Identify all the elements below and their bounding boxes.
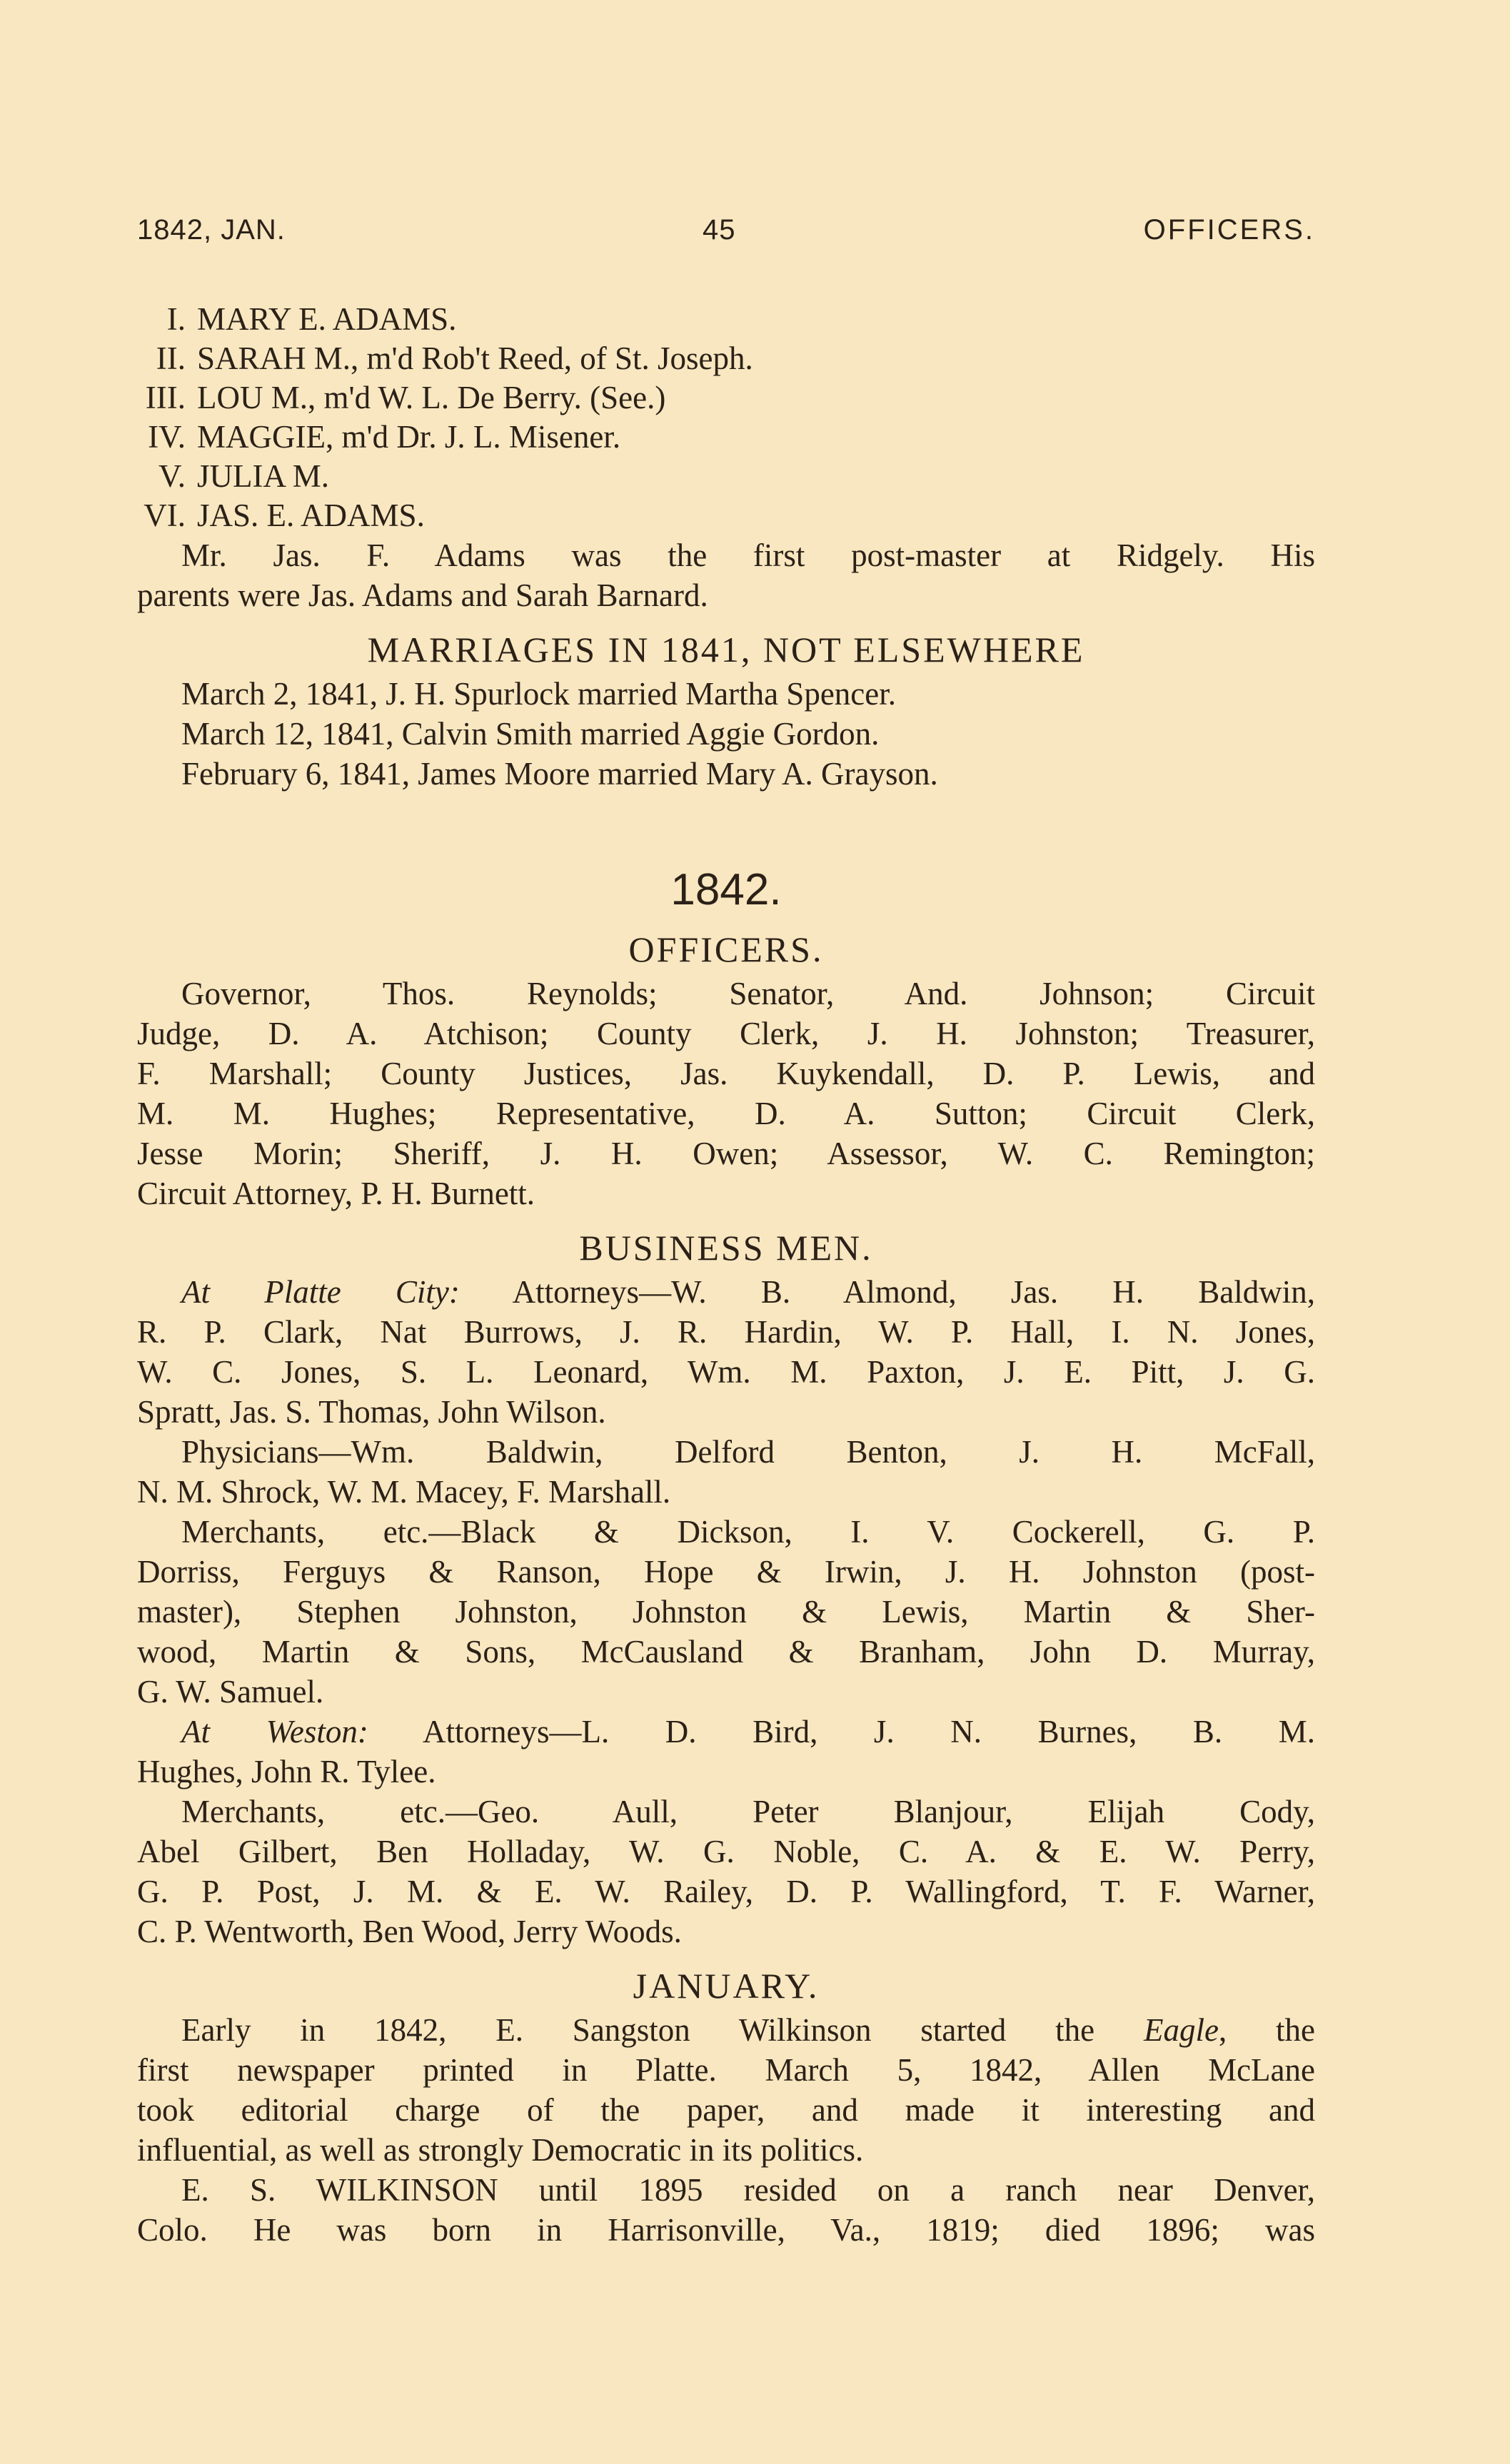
- text-line: [137, 1272, 1315, 1312]
- text-line: master), Stephen Johnston, Johnston & Lewis, Martin & Sher-: [137, 1594, 1315, 1630]
- text-line: Mr. Jas. F. Adams was the first post-master at Ridgely. His: [181, 537, 1315, 573]
- text-line: influential, as well as strongly Democratic in its politics.: [137, 2132, 864, 2168]
- text-line: Jesse Morin; Sheriff, J. H. Owen; Assessor, W. C. Remington;: [137, 1136, 1315, 1171]
- platte-physicians: [137, 1432, 1315, 1512]
- child-entry: [137, 300, 1315, 339]
- page-body: [137, 300, 1315, 2250]
- text-line: Abel Gilbert, Ben Holladay, W. G. Noble, C. A. & E. W. Perry,: [137, 1834, 1315, 1869]
- officers-heading: OFFICERS.: [628, 929, 824, 969]
- newspaper-title: Eagle: [1143, 2012, 1219, 2048]
- text-line: Merchants, etc.—Black & Dickson, I. V. Cockerell, G. P.: [181, 1514, 1315, 1550]
- child-entry: [137, 496, 1315, 535]
- year-heading: 1842.: [670, 865, 782, 914]
- child-name: MARY E. ADAMS.: [197, 301, 457, 337]
- platte-attorneys: [137, 1272, 1315, 1432]
- text-line: Colo. He was born in Harrisonville, Va., 1819; died 1896; was: [137, 2212, 1315, 2248]
- child-entry: [137, 339, 1315, 378]
- january-paragraph: [137, 2010, 1315, 2170]
- text-line: C. P. Wentworth, Ben Wood, Jerry Woods.: [137, 1914, 682, 1949]
- child-name: LOU M., m'd W. L. De Berry. (See.): [197, 380, 666, 415]
- child-entry: [137, 418, 1315, 457]
- roman-numeral: III.: [145, 380, 186, 415]
- text-line: M. M. Hughes; Representative, D. A. Sutton; Circuit Clerk,: [137, 1096, 1315, 1131]
- child-entry: [137, 378, 1315, 418]
- business-heading: BUSINESS MEN.: [579, 1228, 873, 1268]
- page-number: 45: [703, 214, 736, 246]
- children-list: [137, 300, 1315, 535]
- child-entry: [137, 457, 1315, 496]
- text-line: Physicians—Wm. Baldwin, Delford Benton, J. H. McFall,: [181, 1434, 1315, 1470]
- text-line: [137, 2010, 1315, 2050]
- marriages-list: [137, 674, 1315, 794]
- place-label: At Weston:: [181, 1714, 368, 1749]
- text-line: wood, Martin & Sons, McCausland & Branham, John D. Murray,: [137, 1634, 1315, 1670]
- child-name: MAGGIE, m'd Dr. J. L. Misener.: [197, 419, 621, 455]
- weston-attorneys: [137, 1712, 1315, 1792]
- header-date: 1842, JAN.: [137, 214, 286, 246]
- text-line: parents were Jas. Adams and Sarah Barnard.: [137, 577, 708, 613]
- text-line: [137, 1712, 1315, 1752]
- running-header: [137, 214, 1315, 257]
- roman-numeral: II.: [156, 340, 186, 376]
- roman-numeral: IV.: [148, 419, 186, 455]
- roman-numeral: VI.: [144, 498, 186, 533]
- line-text: Early in 1842, E. Sangston Wilkinson started the: [181, 2012, 1095, 2048]
- line-text: , the: [1218, 2012, 1315, 2048]
- roman-numeral: V.: [158, 458, 186, 494]
- roman-numeral: I.: [166, 301, 186, 337]
- wilkinson-paragraph: [137, 2170, 1315, 2250]
- platte-merchants: [137, 1512, 1315, 1712]
- line-text: Attorneys—L. D. Bird, J. N. Burnes, B. M.: [423, 1714, 1315, 1749]
- text-line: E. S. WILKINSON until 1895 resided on a ranch near Denver,: [181, 2172, 1315, 2208]
- text-line: Governor, Thos. Reynolds; Senator, And. Johnson; Circuit: [181, 976, 1315, 1011]
- text-line: F. Marshall; County Justices, Jas. Kuykendall, D. P. Lewis, and: [137, 1056, 1315, 1091]
- adams-note: [137, 535, 1315, 615]
- text-line: R. P. Clark, Nat Burrows, J. R. Hardin, W. P. Hall, I. N. Jones,: [137, 1314, 1315, 1350]
- officers-paragraph: [137, 974, 1315, 1213]
- text-line: G. P. Post, J. M. & E. W. Railey, D. P. Wallingford, T. F. Warner,: [137, 1874, 1315, 1909]
- header-section: OFFICERS.: [1143, 214, 1315, 246]
- text-line: Dorriss, Ferguys & Ranson, Hope & Irwin, J. H. Johnston (post-: [137, 1554, 1315, 1590]
- marriages-heading: MARRIAGES IN 1841, NOT ELSEWHERE: [367, 630, 1085, 670]
- text-line: W. C. Jones, S. L. Leonard, Wm. M. Paxton, J. E. Pitt, J. G.: [137, 1354, 1315, 1390]
- text-line: Merchants, etc.—Geo. Aull, Peter Blanjour, Elijah Cody,: [181, 1794, 1315, 1829]
- text-line: N. M. Shrock, W. M. Macey, F. Marshall.: [137, 1474, 671, 1510]
- line-text: Attorneys—W. B. Almond, Jas. H. Baldwin,: [512, 1274, 1315, 1310]
- child-name: SARAH M., m'd Rob't Reed, of St. Joseph.: [197, 340, 753, 376]
- place-label: At Platte City:: [181, 1274, 460, 1310]
- january-heading: JANUARY.: [633, 1966, 820, 2006]
- marriage-entry: February 6, 1841, James Moore married Mary A. Grayson.: [181, 756, 938, 792]
- text-line: Spratt, Jas. S. Thomas, John Wilson.: [137, 1394, 606, 1430]
- weston-merchants: [137, 1792, 1315, 1951]
- child-name: JULIA M.: [197, 458, 330, 494]
- text-line: took editorial charge of the paper, and made it interesting and: [137, 2092, 1315, 2128]
- text-line: G. W. Samuel.: [137, 1674, 324, 1710]
- marriage-entry: March 2, 1841, J. H. Spurlock married Martha Spencer.: [181, 676, 897, 712]
- child-name: JAS. E. ADAMS.: [197, 498, 425, 533]
- marriage-entry: March 12, 1841, Calvin Smith married Aggie Gordon.: [181, 716, 880, 752]
- text-line: Judge, D. A. Atchison; County Clerk, J. H. Johnston; Treasurer,: [137, 1016, 1315, 1051]
- text-line: first newspaper printed in Platte. March 5, 1842, Allen McLane: [137, 2052, 1315, 2088]
- text-line: Circuit Attorney, P. H. Burnett.: [137, 1176, 535, 1211]
- text-line: Hughes, John R. Tylee.: [137, 1754, 436, 1789]
